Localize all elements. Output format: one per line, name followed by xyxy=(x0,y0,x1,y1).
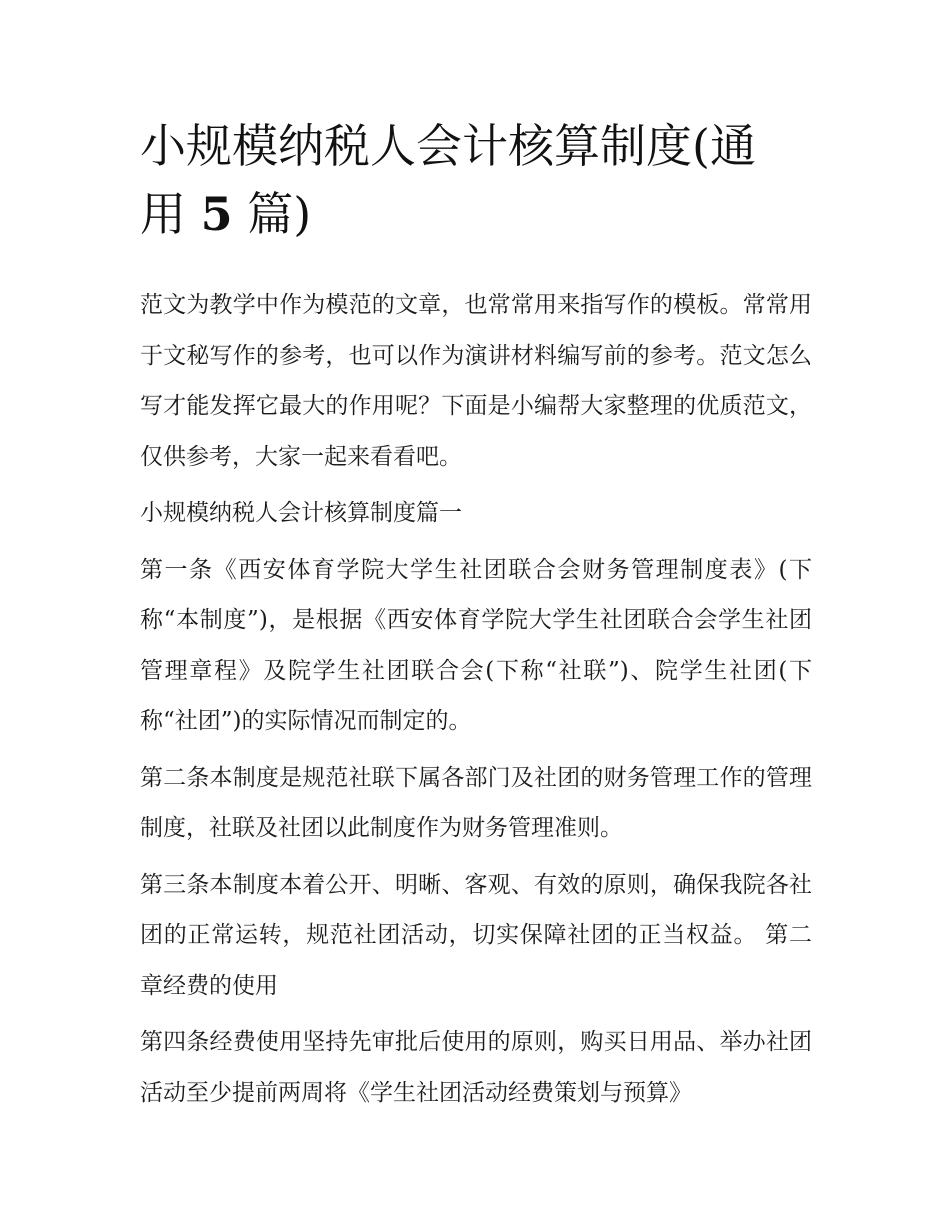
title-line-2-end: 篇) xyxy=(247,187,312,241)
document-title xyxy=(140,112,812,248)
document-content xyxy=(140,112,812,1124)
title-line-2-number: 5 xyxy=(200,187,233,241)
intro-paragraph: 范文为教学中作为模范的文章，也常常用来指写作的模板。常常用于文秘写作的参考，也可以作为演讲材料编写前的参考。范文怎么写才能发挥它最大的作用呢？下面是小编帮大家整理的优质范文，仅供参考，大家一起来看看吧。 xyxy=(140,292,812,470)
section-heading: 小规模纳税人会计核算制度篇一 xyxy=(140,500,462,526)
document-body xyxy=(140,280,812,1118)
article-paragraph-1: 第一条《西安体育学院大学生社团联合会财务管理制度表》(下称“本制度”)，是根据《西安体育学院大学生社团联合会学生社团管理章程》及院学生社团联合会(下称“社联”)、院学生社团(下称“社团”)的实际情况而制定的。 xyxy=(140,556,812,734)
article-paragraph-2: 第二条本制度是规范社联下属各部门及社团的财务管理工作的管理制度，社联及社团以此制度作为财务管理准则。 xyxy=(140,764,812,841)
title-line-1: 小规模纳税人会计核算制度(通 xyxy=(140,119,756,173)
article-paragraph-3: 第三条本制度本着公开、明晰、客观、有效的原则，确保我院各社团的正常运转，规范社团活动，切实保障社团的正当权益。 第二章经费的使用 xyxy=(140,871,812,999)
article-paragraph-4: 第四条经费使用坚持先审批后使用的原则，购买日用品、举办社团活动至少提前两周将《学生社团活动经费策划与预算》 xyxy=(140,1029,812,1106)
title-line-2-start: 用 xyxy=(140,187,186,241)
